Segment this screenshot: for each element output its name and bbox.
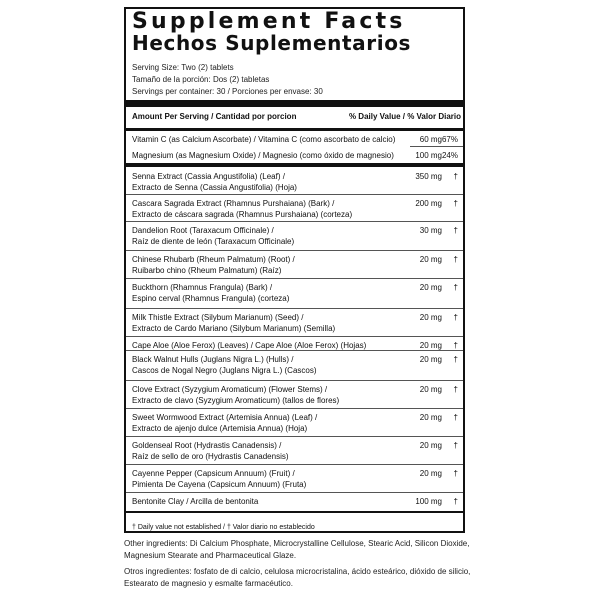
other-ingredients-spanish: Otros ingredientes: fosfato de di calcio, celulosa microcristalina, ácido esteárico, dióxido de silicio, Estearato de magnesio y esmalte farmacéutico. [124, 567, 471, 588]
ingredient-amount: 20 mg [419, 341, 442, 350]
ingredient-name [132, 282, 289, 304]
ingredient-name-spanish: Cascos de Nogal Negro (Juglans Nigra L.) (Cascos) [132, 366, 317, 375]
ingredient-amount: 100 mg [415, 497, 442, 506]
ingredient-name-english: Chinese Rhubarb (Rheum Palmatum) (Root) / [132, 255, 295, 264]
ingredient-daily-value: † [453, 469, 458, 478]
nutrient-amount: 100 mg [415, 151, 442, 160]
serving-size: Serving Size: Two (2) tablets [132, 63, 234, 72]
row-divider [126, 336, 463, 337]
ingredient-name [132, 412, 317, 434]
ingredient-name-english: Cayenne Pepper (Capsicum Annuum) (Fruit) / [132, 469, 295, 478]
ingredient-daily-value: † [453, 199, 458, 208]
ingredient-name-spanish: Raíz de diente de león (Taraxacum Officinale) [132, 237, 295, 246]
ingredient-amount: 20 mg [419, 441, 442, 450]
ingredient-name-english: Buckthorn (Rhamnus Frangula) (Bark) / [132, 283, 273, 292]
daily-value-footnote: † Daily value not established / † Valor diario no establecido [132, 524, 315, 531]
ingredient-name-english: Goldenseal Root (Hydrastis Canadensis) / [132, 441, 282, 450]
row-divider [126, 436, 463, 437]
ingredient-name-english: Sweet Wormwood Extract (Artemisia Annua) (Leaf) / [132, 413, 318, 422]
row-divider [126, 278, 463, 279]
ingredient-name [132, 384, 339, 406]
ingredient-daily-value: † [453, 226, 458, 235]
row-divider [126, 380, 463, 381]
ingredient-amount: 20 mg [419, 385, 442, 394]
supplement-facts-panel [124, 7, 465, 533]
ingredient-daily-value: † [453, 355, 458, 364]
ingredient-daily-value: † [453, 172, 458, 181]
ingredient-name-spanish: Espino cerval (Rhamnus Frangula) (corteza) [132, 294, 290, 303]
ingredient-name-english: Dandelion Root (Taraxacum Officinale) / [132, 226, 274, 235]
daily-value-header: % Daily Value / % Valor Diario [348, 112, 461, 121]
ingredient-name-english: Black Walnut Hulls (Juglans Nigra L.) (Hulls) / [132, 355, 294, 364]
thick-divider [126, 100, 463, 107]
ingredient-amount: 20 mg [419, 283, 442, 292]
nutrient-daily-value: 24% [441, 151, 458, 160]
ingredient-daily-value: † [453, 255, 458, 264]
ingredient-name-english: Bentonite Clay / Arcilla de bentonita [132, 497, 259, 506]
ingredient-name [132, 354, 317, 376]
nutrient-name: Magnesium (as Magnesium Oxide) / Magnesio (como óxido de magnesio) [132, 151, 394, 160]
ingredient-amount: 20 mg [419, 355, 442, 364]
row-divider [126, 221, 463, 222]
amount-per-serving-header: Amount Per Serving / Cantidad por porcion [132, 112, 297, 121]
ingredient-name [132, 440, 289, 462]
title-english: Supplement Facts [132, 9, 406, 34]
ingredient-name [132, 198, 352, 220]
nutrient-amount: 60 mg [419, 135, 442, 144]
row-divider [126, 250, 463, 251]
row-divider [410, 146, 463, 147]
ingredient-name-spanish: Ruibarbo chino (Rheum Palmatum) (Raíz) [132, 266, 282, 275]
ingredient-daily-value: † [453, 497, 458, 506]
ingredient-amount: 20 mg [419, 255, 442, 264]
ingredient-name-spanish: Extracto de ajenjo dulce (Artemisia Annua) (Hoja) [132, 424, 308, 433]
ingredient-name-english: Milk Thistle Extract (Silybum Marianum) (Seed) / [132, 313, 304, 322]
ingredient-name-english: Clove Extract (Syzygium Aromaticum) (Flower Stems) / [132, 385, 328, 394]
ingredient-amount: 350 mg [415, 172, 442, 181]
ingredient-amount: 200 mg [415, 199, 442, 208]
ingredient-name-spanish: Raíz de sello de oro (Hydrastis Canadensis) [132, 452, 289, 461]
title-spanish: Hechos Suplementarios [132, 31, 412, 55]
row-divider [126, 194, 463, 195]
other-ingredients-english: Other ingredients: Di Calcium Phosphate, Microcrystalline Cellulose, Stearic Acid, Silicon Dioxide, Magnesium Stearate and Pharmaceutical Glaze. [124, 539, 470, 560]
thick-divider [126, 511, 463, 513]
ingredient-name-spanish: Pimienta De Cayena (Capsicum Annuum) (Fruta) [132, 480, 307, 489]
servings-per-container: Servings per container: 30 / Porciones per envase: 30 [132, 87, 323, 96]
ingredient-amount: 30 mg [419, 226, 442, 235]
ingredient-name [132, 225, 294, 247]
row-divider [126, 308, 463, 309]
ingredient-daily-value: † [453, 413, 458, 422]
ingredient-daily-value: † [453, 385, 458, 394]
ingredient-amount: 20 mg [419, 469, 442, 478]
ingredient-name-spanish: Extracto de Cardo Mariano (Silybum Marianum) (Semilla) [132, 324, 336, 333]
ingredient-daily-value: † [453, 341, 458, 350]
nutrient-name: Vitamin C (as Calcium Ascorbate) / Vitamina C (como ascorbato de calcio) [132, 135, 396, 144]
row-divider [126, 408, 463, 409]
nutrient-daily-value: 67% [441, 135, 458, 144]
ingredient-name-english: Cascara Sagrada Extract (Rhamnus Purshaiana) (Bark) / [132, 199, 335, 208]
ingredient-daily-value: † [453, 441, 458, 450]
ingredient-name [132, 496, 258, 507]
thick-divider [126, 163, 463, 167]
ingredient-name-spanish: Extracto de Senna (Cassia Angustifolia) (Hoja) [132, 183, 297, 192]
ingredient-name-english: Cape Aloe (Aloe Ferox) (Leaves) / Cape Aloe (Aloe Ferox) (Hojas) [132, 341, 367, 350]
ingredient-name [132, 254, 295, 276]
ingredient-name-spanish: Extracto de cáscara sagrada (Rhamnus Purshaiana) (corteza) [132, 210, 353, 219]
ingredient-amount: 20 mg [419, 413, 442, 422]
row-divider [126, 350, 463, 351]
thick-divider [126, 128, 463, 131]
ingredient-amount: 20 mg [419, 313, 442, 322]
ingredient-name [132, 468, 306, 490]
serving-size-spanish: Tamaño de la porción: Dos (2) tabletas [132, 75, 270, 84]
ingredient-daily-value: † [453, 313, 458, 322]
ingredient-name [132, 312, 335, 334]
ingredient-name [132, 171, 297, 193]
ingredient-name-spanish: Extracto de clavo (Syzygium Aromaticum) (tallos de flores) [132, 396, 340, 405]
row-divider [126, 492, 463, 493]
ingredient-name-english: Senna Extract (Cassia Angustifolia) (Leaf) / [132, 172, 285, 181]
row-divider [126, 464, 463, 465]
ingredient-daily-value: † [453, 283, 458, 292]
